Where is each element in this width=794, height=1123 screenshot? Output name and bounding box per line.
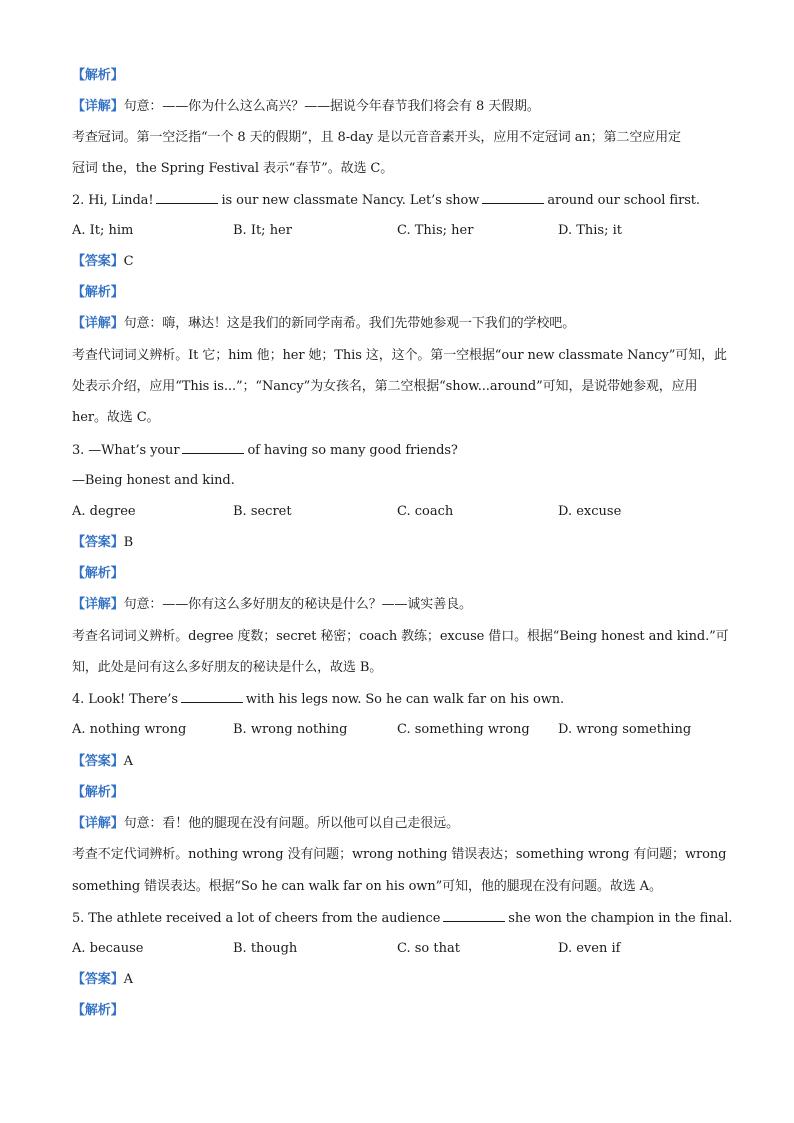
option-c: C. This; her bbox=[397, 223, 474, 238]
detail-line bbox=[72, 815, 459, 833]
option-c: C. something wrong bbox=[397, 722, 530, 737]
analysis-label: 【解析】 bbox=[72, 566, 124, 581]
detail-text: 句意：嗨，琳达！这是我们的新同学南希。我们先带她参观一下我们的学校吧。 bbox=[123, 316, 576, 331]
question-stem bbox=[72, 191, 700, 209]
answer-label: 【答案】 bbox=[72, 254, 124, 269]
analysis-label: 【解析】 bbox=[72, 785, 124, 800]
option-d: D. wrong something bbox=[558, 722, 692, 737]
option-a: A. It; him bbox=[72, 223, 134, 238]
option-b: B. secret bbox=[233, 504, 292, 519]
question-stem bbox=[72, 690, 564, 708]
option-d: D. even if bbox=[558, 941, 621, 956]
explanation-line: her。故选 C。 bbox=[72, 410, 160, 425]
option-b: B. It; her bbox=[233, 223, 292, 238]
explanation-line: 知，此处是问有这么多好朋友的秘诀是什么，故选 B。 bbox=[72, 660, 383, 675]
stem-part: 5. The athlete received a lot of cheers from the audience bbox=[72, 911, 441, 926]
stem-part: around our school first. bbox=[547, 193, 700, 208]
detail-label: 【详解】 bbox=[72, 99, 124, 114]
option-b: B. though bbox=[233, 941, 298, 956]
answer-value: B bbox=[123, 535, 134, 550]
detail-label: 【详解】 bbox=[72, 816, 124, 831]
question-stem bbox=[72, 441, 458, 459]
explanation-line: 处表示介绍，应用“This is...”；“Nancy”为女孩名，第二空根据“show...around”可知，是说带她参观，应用 bbox=[72, 379, 698, 394]
explanation-line: 考查不定代词辨析。nothing wrong 没有问题；wrong nothing 错误表达；something wrong 有问题；wrong bbox=[72, 847, 727, 862]
answer-blank bbox=[443, 909, 505, 922]
answer-value: C bbox=[123, 254, 134, 269]
option-a: A. because bbox=[72, 941, 144, 956]
detail-label: 【详解】 bbox=[72, 597, 124, 612]
stem-part: 4. Look! There’s bbox=[72, 692, 178, 707]
detail-text: 句意：——你为什么这么高兴？——据说今年春节我们将会有 8 天假期。 bbox=[123, 99, 540, 114]
detail-line bbox=[72, 98, 540, 116]
answer-label: 【答案】 bbox=[72, 535, 124, 550]
explanation-line: 考查冠词。第一空泛指“一个 8 天的假期”，且 8-day 是以元音音素开头，应用不定冠词 an；第二空应用定 bbox=[72, 130, 681, 145]
option-b: B. wrong nothing bbox=[233, 722, 348, 737]
answer-line bbox=[72, 253, 133, 271]
detail-text: 句意：——你有这么多好朋友的秘诀是什么？——诚实善良。 bbox=[123, 597, 472, 612]
option-a: A. degree bbox=[72, 504, 136, 519]
answer-line bbox=[72, 534, 133, 552]
analysis-label: 【解析】 bbox=[72, 1003, 124, 1018]
answer-line bbox=[72, 753, 133, 771]
option-c: C. so that bbox=[397, 941, 460, 956]
answer-value: A bbox=[123, 972, 133, 987]
explanation-line: 冠词 the，the Spring Festival 表示“春节”。故选 C。 bbox=[72, 161, 394, 176]
option-c: C. coach bbox=[397, 504, 454, 519]
answer-blank bbox=[156, 191, 218, 204]
detail-text: 句意：看！他的腿现在没有问题。所以他可以自己走很远。 bbox=[123, 816, 460, 831]
detail-line bbox=[72, 596, 472, 614]
stem-part: she won the champion in the final. bbox=[508, 911, 733, 926]
question-stem bbox=[72, 909, 732, 927]
answer-value: A bbox=[123, 754, 133, 769]
answer-blank bbox=[482, 191, 544, 204]
stem-part: is our new classmate Nancy. Let’s show bbox=[221, 193, 480, 208]
stem-part: 2. Hi, Linda! bbox=[72, 193, 154, 208]
answer-label: 【答案】 bbox=[72, 972, 124, 987]
option-a: A. nothing wrong bbox=[72, 722, 187, 737]
option-d: D. excuse bbox=[558, 504, 622, 519]
answer-blank bbox=[182, 441, 244, 454]
answer-blank bbox=[181, 690, 243, 703]
option-d: D. This; it bbox=[558, 223, 622, 238]
stem-part: with his legs now. So he can walk far on his own. bbox=[245, 692, 565, 707]
answer-label: 【答案】 bbox=[72, 754, 124, 769]
stem-part: 3. —What’s your bbox=[72, 443, 180, 458]
explanation-line: something 错误表达。根据“So he can walk far on his own”可知，他的腿现在没有问题。故选 A。 bbox=[72, 879, 662, 894]
explanation-line: 考查代词词义辨析。It 它；him 他；her 她；This 这，这个。第一空根据“our new classmate Nancy”可知，此 bbox=[72, 348, 727, 363]
analysis-label: 【解析】 bbox=[72, 68, 124, 83]
analysis-label: 【解析】 bbox=[72, 285, 124, 300]
detail-label: 【详解】 bbox=[72, 316, 124, 331]
explanation-line: 考查名词词义辨析。degree 度数；secret 秘密；coach 教练；excuse 借口。根据“Being honest and kind.”可 bbox=[72, 629, 729, 644]
stem-part: of having so many good friends? bbox=[247, 443, 458, 458]
detail-line bbox=[72, 315, 575, 333]
answer-line bbox=[72, 971, 133, 989]
question-response: —Being honest and kind. bbox=[72, 473, 235, 488]
